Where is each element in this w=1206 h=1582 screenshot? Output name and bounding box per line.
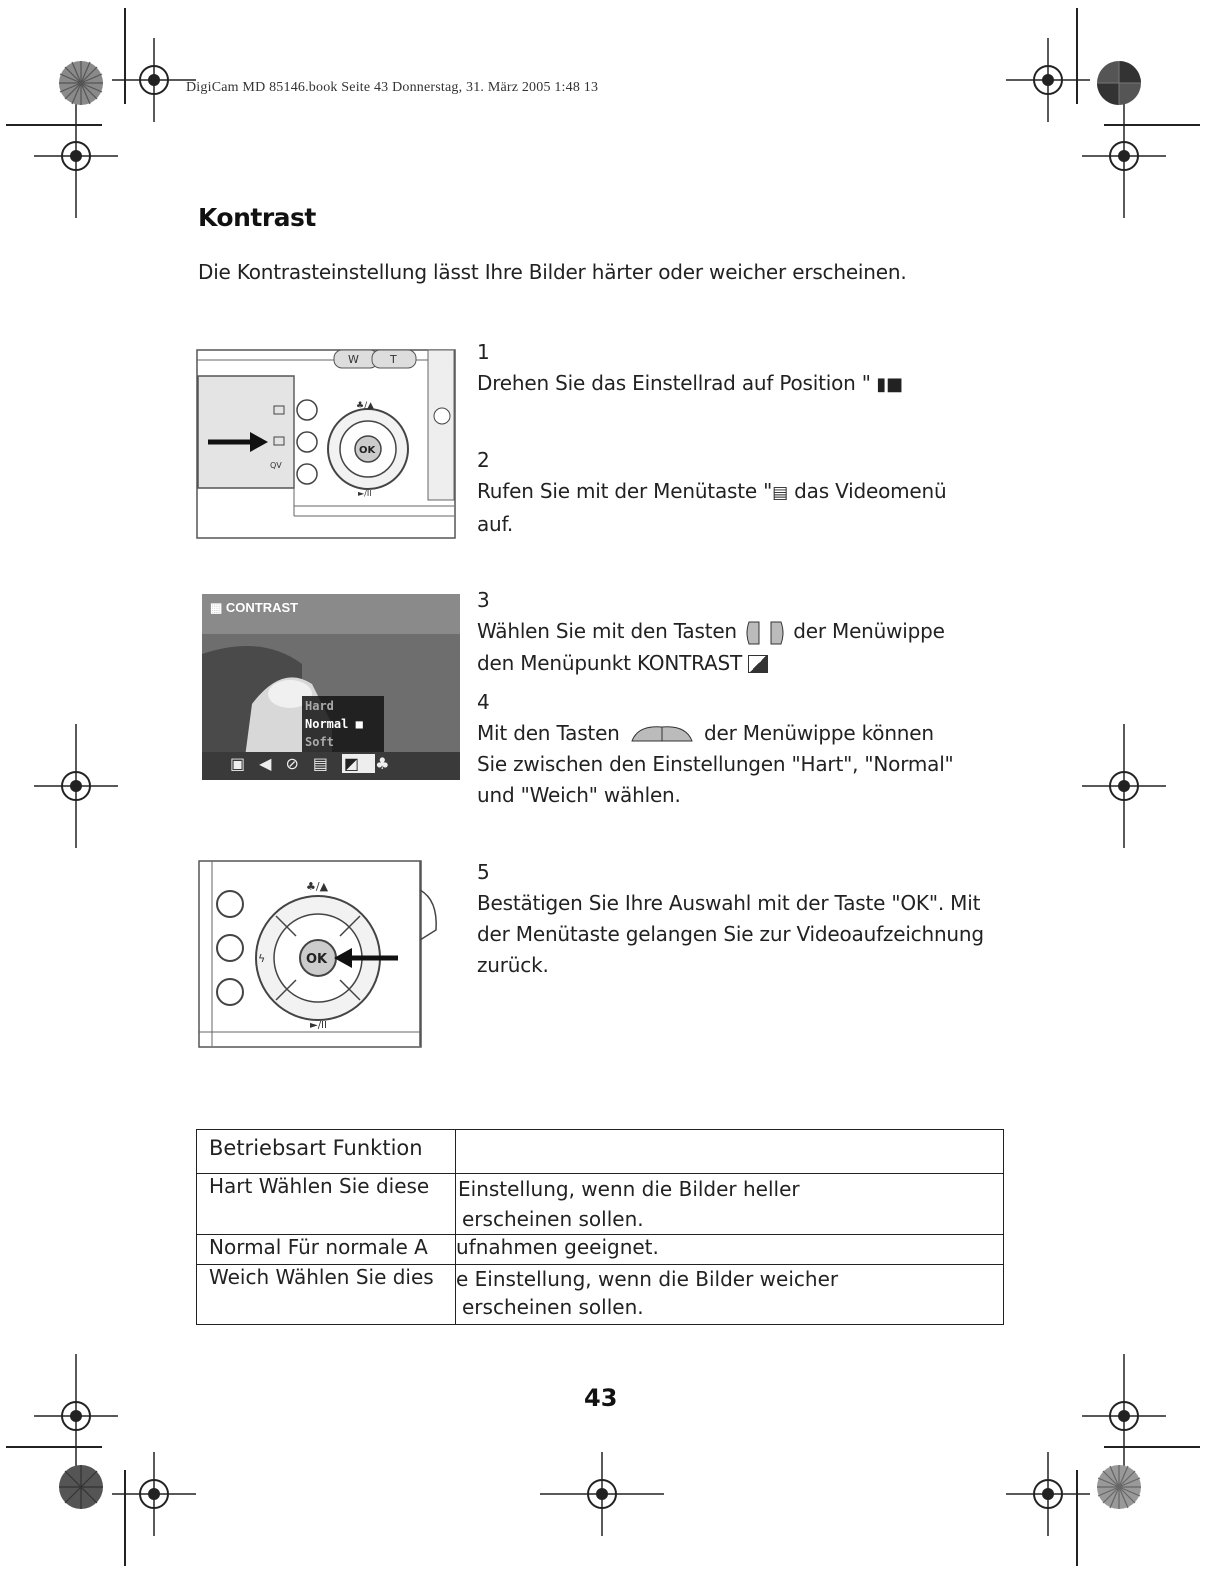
registration-target-icon	[1006, 1452, 1090, 1536]
effects-icon: ♣	[375, 754, 404, 773]
timer-icon: ⊘	[285, 754, 313, 773]
step-text: das Videomenü	[788, 479, 947, 503]
left-right-rocker-icon	[628, 723, 696, 745]
step-text: auf.	[477, 512, 514, 536]
svg-text:►/II: ►/II	[310, 1020, 327, 1031]
ok-label: OK	[359, 445, 376, 456]
lcd-background	[202, 594, 460, 780]
svg-text:♣/▲: ♣/▲	[356, 401, 375, 411]
book-header: DigiCam MD 85146.book Seite 43 Donnerstag, 31. März 2005 1:48 13	[186, 80, 599, 95]
quality-icon: ▣	[230, 754, 260, 773]
registration-target-icon	[112, 38, 196, 122]
lcd-option-soft[interactable]: Soft	[305, 735, 334, 749]
step-text: der Menüwippe können	[697, 720, 934, 745]
table-header-row	[197, 1130, 1004, 1174]
step-text: der Menüwippe	[787, 619, 945, 643]
lcd-contrast-screenshot	[202, 594, 460, 780]
registration-target-icon	[34, 94, 118, 218]
contrast-menu-icon	[748, 655, 768, 673]
step-text: Rufen Sie mit der Menütaste "	[477, 479, 773, 503]
registration-target-icon	[1082, 1354, 1166, 1478]
step-text: den Menüpunkt KONTRAST	[477, 650, 749, 675]
ok-label-large: OK	[306, 952, 328, 967]
registration-target-icon	[34, 1354, 118, 1478]
lcd-icon-bar	[230, 754, 403, 773]
step-text: Wählen Sie mit den Tasten	[477, 619, 744, 643]
svg-text:♣/▲: ♣/▲	[306, 880, 329, 893]
svg-text:ϟ: ϟ	[258, 952, 266, 965]
calibration-wheel-icon	[1096, 1464, 1142, 1510]
table-header-cell-empty	[456, 1130, 1004, 1174]
camera-back-figure	[196, 346, 458, 540]
calibration-wheel-icon	[1096, 60, 1142, 106]
step-number: 3	[477, 588, 490, 612]
contrast-icon: ◩	[343, 754, 374, 773]
table-header-cell: Betriebsart Funktion	[197, 1130, 456, 1174]
table-cell-function: Einstellung, wenn die Bilder heller erscheinen sollen.	[456, 1174, 1004, 1235]
step-text: der Menütaste gelangen Sie zur Videoaufzeichnung	[477, 922, 984, 946]
video-mode-icon: ▮■	[870, 374, 903, 395]
registration-target-icon	[540, 1452, 664, 1536]
section-intro: Die Kontrasteinstellung lässt Ihre Bilder härter oder weicher erscheinen.	[198, 260, 907, 284]
lcd-option-hard[interactable]: Hard	[305, 699, 334, 713]
table-row	[197, 1174, 1004, 1235]
svg-text:►/II: ►/II	[358, 489, 372, 498]
table-cell-mode: Hart Wählen Sie diese	[197, 1174, 456, 1235]
table-cell-function: ufnahmen geeignet.	[456, 1235, 1004, 1265]
table-cell-function: e Einstellung, wenn die Bilder weicher erscheinen sollen.	[456, 1265, 1004, 1325]
step-number: 2	[477, 448, 490, 472]
lcd-menu-icon: ▦	[210, 600, 226, 615]
step-number: 5	[477, 860, 490, 884]
page-number: 43	[584, 1384, 618, 1412]
lcd-option-normal[interactable]: Normal ■	[305, 717, 363, 731]
mode-table	[196, 1129, 1004, 1325]
table-row	[197, 1235, 1004, 1265]
step-text: Drehen Sie das Einstellrad auf Position "	[477, 371, 871, 395]
step-text: und "Weich" wählen.	[477, 782, 681, 807]
step-text: Bestätigen Sie Ihre Auswahl mit der Taste "OK". Mit	[477, 891, 981, 915]
step-3	[477, 585, 954, 811]
tele-label: T	[390, 353, 397, 366]
table-cell-mode: Normal Für normale A	[197, 1235, 456, 1265]
lcd-menu-heading: CONTRAST	[225, 600, 299, 615]
section-title: Kontrast	[198, 203, 316, 232]
qv-label: QV	[270, 461, 282, 470]
frame-icon: ▤	[312, 754, 342, 773]
registration-target-icon	[34, 724, 118, 848]
lcd-options-panel	[302, 696, 384, 752]
calibration-wheel-icon	[58, 60, 104, 106]
step-2	[477, 445, 946, 540]
step-text: Sie zwischen den Einstellungen "Hart", "Normal"	[477, 751, 954, 776]
table-row	[197, 1265, 1004, 1325]
registration-target-icon	[1082, 724, 1166, 848]
table-cell-mode: Weich Wählen Sie dies	[197, 1265, 456, 1325]
menu-button-icon: ▤	[772, 483, 788, 503]
step-1	[477, 337, 903, 400]
ok-button-figure	[198, 860, 462, 1050]
wide-label: W	[348, 353, 359, 366]
registration-target-icon	[1006, 38, 1090, 122]
step-number: 1	[477, 340, 490, 364]
calibration-wheel-icon	[58, 1464, 104, 1510]
step-5	[477, 857, 984, 981]
up-down-rocker-icon	[745, 618, 785, 648]
selected-marker-icon: ■	[355, 717, 363, 731]
step-number: 4	[477, 689, 490, 714]
step-text: zurück.	[477, 953, 549, 977]
registration-target-icon	[112, 1452, 196, 1536]
step-text: Mit den Tasten	[477, 720, 626, 745]
sound-icon: ◀	[259, 754, 286, 773]
registration-target-icon	[1082, 94, 1166, 218]
